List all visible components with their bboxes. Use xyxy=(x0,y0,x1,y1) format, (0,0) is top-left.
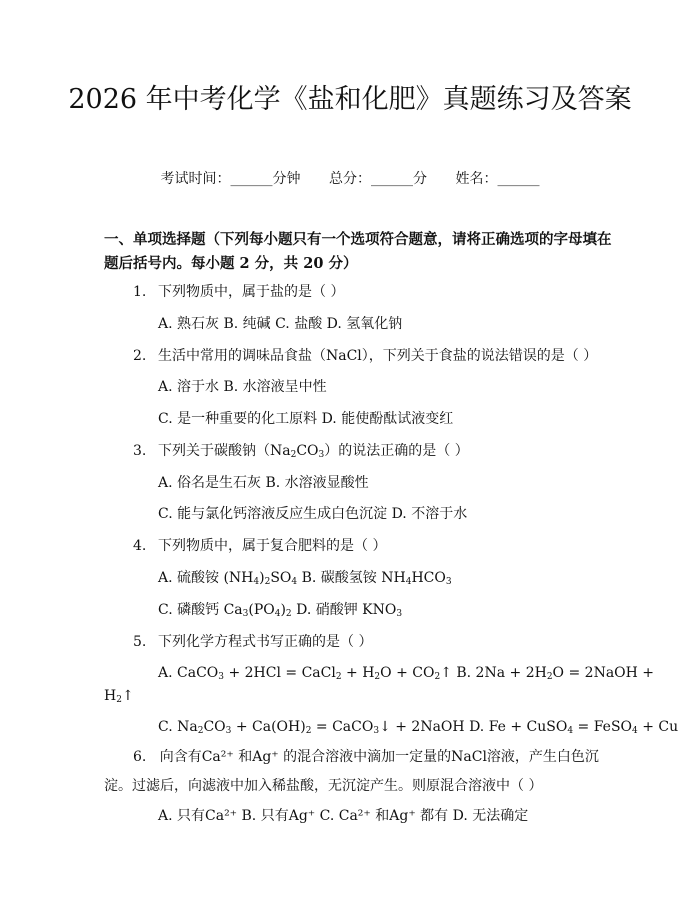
question-5-options-ab-cont: $H_2↑$ xyxy=(104,688,134,705)
question-4-options-ab: A. 硫酸铵 $(NH_4)_2SO_4$ B. 碳酸氢铵 $NH_4HCO_3$ xyxy=(158,570,452,587)
question-stem: 下列关于碳酸钠$(Na_2CO_3)$的说法正确的是（ ） xyxy=(158,443,469,460)
question-2-options-cd: C. 是一种重要的化工原料 D. 能使酚酞试液变红 xyxy=(158,411,454,427)
student-name-field: 姓名：______ xyxy=(455,171,540,187)
page-title: 2026 年中考化学《盐和化肥》真题练习及答案 xyxy=(68,84,632,115)
question-number: 5. xyxy=(133,634,147,650)
question-number: 6. xyxy=(133,749,147,765)
question-stem: 向含有Ca²⁺ 和Ag⁺ 的混合溶液中滴加一定量的NaCl溶液，产生白色沉淀。过滤后，向滤液中加入稀盐酸，无沉淀产生。则原混合溶液中（ ） xyxy=(104,749,599,794)
question-number: 1. xyxy=(133,284,147,300)
section-heading: 一、单项选择题（下列每小题只有一个选项符合题意，请将正确选项的字母填在题后括号内。每小题 2 分，共 20 分） xyxy=(104,231,612,272)
question-number: 3. xyxy=(133,443,147,459)
question-stem: 下列物质中，属于盐的是（ ） xyxy=(158,284,345,300)
question-stem: 下列化学方程式书写正确的是（ ） xyxy=(158,634,373,650)
question-number: 2. xyxy=(133,348,147,364)
question-3-options-cd: C. 能与氯化钙溶液反应生成白色沉淀 D. 不溶于水 xyxy=(158,506,468,522)
exam-time-field: 考试时间：______分钟 xyxy=(160,171,301,187)
question-5 xyxy=(133,633,372,651)
question-1 xyxy=(133,283,344,301)
question-stem: 生活中常用的调味品食盐（NaCl），下列关于食盐的说法错误的是（ ） xyxy=(158,348,598,364)
question-number: 4. xyxy=(133,538,147,554)
question-stem: 下列物质中，属于复合肥料的是（ ） xyxy=(158,538,387,554)
question-2-options-ab: A. 溶于水 B. 水溶液呈中性 xyxy=(158,379,327,395)
question-3 xyxy=(133,442,469,460)
total-score-field: 总分：______分 xyxy=(329,171,427,187)
question-2 xyxy=(133,347,597,365)
question-4 xyxy=(133,537,386,555)
question-5-options-ab: A. CaCO$_3$ + 2HCl = CaCl$_2$ + $H_2O$ + $CO_2↑$ B. $2Na + 2H_2O$ = 2NaOH + xyxy=(158,665,655,682)
question-4-options-cd: C. 磷酸钙 $Ca_3(PO_4)_2$ D. 硝酸钾 $KNO_3$ xyxy=(158,602,403,619)
question-3-options-ab: A. 俗名是生石灰 B. 水溶液显酸性 xyxy=(158,475,369,491)
exam-info-line xyxy=(0,168,700,188)
question-6-options: A. 只有Ca²⁺ B. 只有Ag⁺ C. Ca²⁺ 和Ag⁺ 都有 D. 无法确定 xyxy=(158,808,529,824)
question-1-options: A. 熟石灰 B. 纯碱 C. 盐酸 D. 氢氧化钠 xyxy=(158,316,403,332)
question-6 xyxy=(104,743,614,801)
question-5-options-cd: C. $Na_2CO_3 + Ca(OH)_2$ = CaCO$_3$↓ + 2NaOH D. Fe + CuSO$_4$ = FeSO$_4$ + Cu xyxy=(158,719,679,736)
